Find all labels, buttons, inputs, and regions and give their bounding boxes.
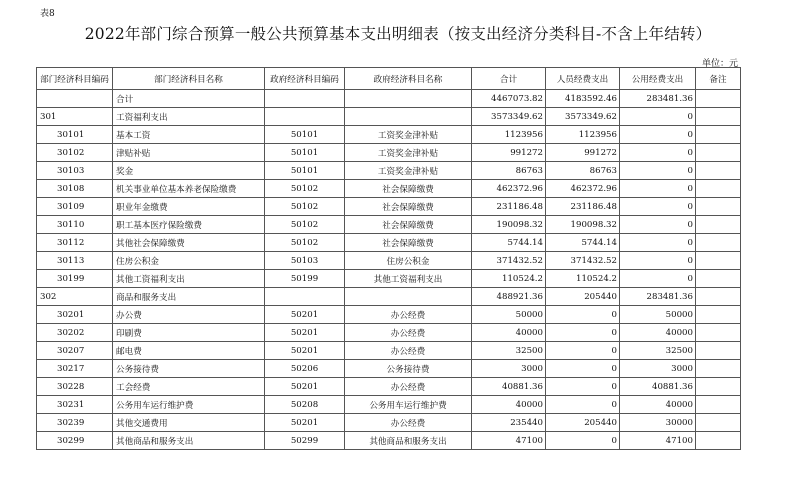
cell-total: 3573349.62	[472, 108, 546, 126]
cell-note	[696, 324, 741, 342]
cell-gov-code: 50201	[265, 306, 345, 324]
cell-dept-code: 30108	[37, 180, 113, 198]
cell-public: 32500	[620, 342, 696, 360]
cell-public: 283481.36	[620, 90, 696, 108]
cell-dept-name: 津贴补贴	[113, 144, 265, 162]
cell-gov-name: 办公经费	[345, 306, 472, 324]
cell-note	[696, 126, 741, 144]
cell-dept-code: 30103	[37, 162, 113, 180]
cell-public: 47100	[620, 432, 696, 450]
cell-note	[696, 306, 741, 324]
cell-gov-name: 住房公积金	[345, 252, 472, 270]
table-row	[37, 324, 741, 342]
cell-total: 231186.48	[472, 198, 546, 216]
table-header-row	[37, 68, 741, 90]
cell-note	[696, 108, 741, 126]
cell-dept-name: 公务接待费	[113, 360, 265, 378]
cell-personnel: 110524.2	[546, 270, 620, 288]
cell-total: 488921.36	[472, 288, 546, 306]
cell-personnel: 0	[546, 378, 620, 396]
cell-personnel: 3573349.62	[546, 108, 620, 126]
cell-dept-name: 基本工资	[113, 126, 265, 144]
cell-public: 40000	[620, 324, 696, 342]
cell-dept-name: 工会经费	[113, 378, 265, 396]
table-row	[37, 270, 741, 288]
cell-gov-name: 办公经费	[345, 324, 472, 342]
cell-gov-code: 50102	[265, 198, 345, 216]
header-dept-code: 部门经济科目编码	[37, 68, 113, 90]
cell-total: 5744.14	[472, 234, 546, 252]
cell-note	[696, 396, 741, 414]
cell-gov-code	[265, 108, 345, 126]
cell-total: 371432.52	[472, 252, 546, 270]
cell-gov-name	[345, 288, 472, 306]
table-row	[37, 108, 741, 126]
cell-public: 0	[620, 216, 696, 234]
cell-public: 0	[620, 144, 696, 162]
page-title: 2022年部门综合预算一般公共预算基本支出明细表（按支出经济分类科目-不含上年结转）	[84, 25, 712, 43]
cell-note	[696, 414, 741, 432]
cell-dept-code: 30299	[37, 432, 113, 450]
cell-dept-name: 公务用车运行维护费	[113, 396, 265, 414]
cell-gov-code: 50101	[265, 162, 345, 180]
table-body	[37, 90, 741, 450]
cell-total: 235440	[472, 414, 546, 432]
header-gov-code: 政府经济科目编码	[265, 68, 345, 90]
cell-gov-name: 社会保障缴费	[345, 198, 472, 216]
cell-personnel: 371432.52	[546, 252, 620, 270]
cell-dept-code: 30207	[37, 342, 113, 360]
cell-dept-code: 30202	[37, 324, 113, 342]
cell-gov-name: 社会保障缴费	[345, 216, 472, 234]
cell-personnel: 0	[546, 306, 620, 324]
cell-note	[696, 360, 741, 378]
cell-total: 32500	[472, 342, 546, 360]
cell-gov-name: 其他工资福利支出	[345, 270, 472, 288]
cell-total: 47100	[472, 432, 546, 450]
cell-gov-name: 其他商品和服务支出	[345, 432, 472, 450]
cell-gov-name: 工资奖金津补贴	[345, 126, 472, 144]
cell-gov-name: 工资奖金津补贴	[345, 162, 472, 180]
cell-public: 0	[620, 252, 696, 270]
cell-personnel: 86763	[546, 162, 620, 180]
cell-dept-code: 30217	[37, 360, 113, 378]
cell-personnel: 190098.32	[546, 216, 620, 234]
cell-public: 0	[620, 270, 696, 288]
cell-public: 0	[620, 162, 696, 180]
cell-dept-name: 职业年金缴费	[113, 198, 265, 216]
table-row	[37, 378, 741, 396]
cell-gov-code	[265, 288, 345, 306]
cell-gov-code: 50102	[265, 234, 345, 252]
cell-note	[696, 198, 741, 216]
table-row	[37, 162, 741, 180]
header-personnel: 人员经费支出	[546, 68, 620, 90]
cell-public: 0	[620, 108, 696, 126]
cell-dept-name: 合计	[113, 90, 265, 108]
cell-gov-code: 50206	[265, 360, 345, 378]
cell-dept-name: 商品和服务支出	[113, 288, 265, 306]
cell-dept-code: 30199	[37, 270, 113, 288]
cell-gov-name: 社会保障缴费	[345, 234, 472, 252]
budget-table	[36, 67, 741, 450]
cell-total: 1123956	[472, 126, 546, 144]
cell-dept-name: 其他工资福利支出	[113, 270, 265, 288]
cell-total: 4467073.82	[472, 90, 546, 108]
cell-gov-code: 50201	[265, 414, 345, 432]
cell-gov-name: 办公经费	[345, 342, 472, 360]
cell-total: 50000	[472, 306, 546, 324]
cell-dept-code: 30231	[37, 396, 113, 414]
cell-note	[696, 180, 741, 198]
cell-public: 0	[620, 198, 696, 216]
cell-dept-name: 办公费	[113, 306, 265, 324]
cell-note	[696, 144, 741, 162]
cell-personnel: 205440	[546, 288, 620, 306]
cell-dept-name: 奖金	[113, 162, 265, 180]
cell-total: 110524.2	[472, 270, 546, 288]
table-row	[37, 216, 741, 234]
cell-note	[696, 162, 741, 180]
cell-public: 50000	[620, 306, 696, 324]
cell-note	[696, 378, 741, 396]
cell-note	[696, 252, 741, 270]
cell-gov-name: 社会保障缴费	[345, 180, 472, 198]
cell-total: 462372.96	[472, 180, 546, 198]
cell-total: 40000	[472, 396, 546, 414]
cell-dept-name: 工资福利支出	[113, 108, 265, 126]
cell-dept-name: 其他交通费用	[113, 414, 265, 432]
cell-note	[696, 234, 741, 252]
cell-personnel: 231186.48	[546, 198, 620, 216]
cell-gov-name: 办公经费	[345, 414, 472, 432]
cell-gov-name: 工资奖金津补贴	[345, 144, 472, 162]
cell-note	[696, 288, 741, 306]
cell-gov-name	[345, 90, 472, 108]
cell-dept-code: 30239	[37, 414, 113, 432]
cell-dept-code: 302	[37, 288, 113, 306]
header-note: 备注	[696, 68, 741, 90]
cell-personnel: 1123956	[546, 126, 620, 144]
cell-dept-name: 住房公积金	[113, 252, 265, 270]
cell-dept-code	[37, 90, 113, 108]
cell-public: 0	[620, 180, 696, 198]
cell-personnel: 0	[546, 396, 620, 414]
cell-gov-code: 50201	[265, 378, 345, 396]
cell-gov-name	[345, 108, 472, 126]
cell-dept-code: 30112	[37, 234, 113, 252]
table-row	[37, 252, 741, 270]
cell-dept-code: 30110	[37, 216, 113, 234]
cell-gov-code: 50101	[265, 144, 345, 162]
cell-personnel: 991272	[546, 144, 620, 162]
cell-dept-name: 其他商品和服务支出	[113, 432, 265, 450]
cell-total: 991272	[472, 144, 546, 162]
cell-gov-code: 50199	[265, 270, 345, 288]
cell-personnel: 0	[546, 432, 620, 450]
cell-dept-name: 职工基本医疗保险缴费	[113, 216, 265, 234]
table-number: 表8	[40, 9, 55, 19]
cell-public: 283481.36	[620, 288, 696, 306]
cell-dept-code: 30101	[37, 126, 113, 144]
cell-dept-name: 其他社会保障缴费	[113, 234, 265, 252]
cell-gov-code: 50201	[265, 342, 345, 360]
cell-personnel: 0	[546, 324, 620, 342]
cell-public: 40000	[620, 396, 696, 414]
cell-dept-code: 30201	[37, 306, 113, 324]
table-row	[37, 360, 741, 378]
unit-label: 单位：元	[701, 59, 738, 69]
cell-note	[696, 432, 741, 450]
cell-dept-code: 30113	[37, 252, 113, 270]
cell-total: 3000	[472, 360, 546, 378]
table-row	[37, 234, 741, 252]
table-row	[37, 342, 741, 360]
cell-public: 30000	[620, 414, 696, 432]
cell-note	[696, 342, 741, 360]
cell-gov-code: 50102	[265, 216, 345, 234]
table-row	[37, 198, 741, 216]
header-gov-name: 政府经济科目名称	[345, 68, 472, 90]
table-row	[37, 180, 741, 198]
cell-gov-code: 50101	[265, 126, 345, 144]
table-row	[37, 306, 741, 324]
cell-total: 40881.36	[472, 378, 546, 396]
table-row	[37, 144, 741, 162]
cell-note	[696, 90, 741, 108]
cell-total: 86763	[472, 162, 546, 180]
cell-total: 40000	[472, 324, 546, 342]
cell-dept-code: 30102	[37, 144, 113, 162]
cell-total: 190098.32	[472, 216, 546, 234]
cell-dept-name: 机关事业单位基本养老保险缴费	[113, 180, 265, 198]
cell-personnel: 0	[546, 342, 620, 360]
cell-dept-name: 邮电费	[113, 342, 265, 360]
cell-dept-code: 30109	[37, 198, 113, 216]
cell-note	[696, 216, 741, 234]
table-row	[37, 396, 741, 414]
table-row	[37, 432, 741, 450]
table-row	[37, 90, 741, 108]
cell-dept-code: 301	[37, 108, 113, 126]
cell-dept-name: 印刷费	[113, 324, 265, 342]
cell-public: 3000	[620, 360, 696, 378]
cell-personnel: 4183592.46	[546, 90, 620, 108]
cell-personnel: 205440	[546, 414, 620, 432]
table-row	[37, 414, 741, 432]
table-row	[37, 126, 741, 144]
header-dept-name: 部门经济科目名称	[113, 68, 265, 90]
cell-note	[696, 270, 741, 288]
cell-dept-code: 30228	[37, 378, 113, 396]
header-total: 合计	[472, 68, 546, 90]
cell-gov-name: 公务接待费	[345, 360, 472, 378]
cell-gov-code: 50208	[265, 396, 345, 414]
cell-gov-code: 50299	[265, 432, 345, 450]
cell-public: 0	[620, 234, 696, 252]
cell-gov-name: 公务用车运行维护费	[345, 396, 472, 414]
cell-gov-code: 50102	[265, 180, 345, 198]
cell-personnel: 5744.14	[546, 234, 620, 252]
cell-public: 40881.36	[620, 378, 696, 396]
cell-gov-name: 办公经费	[345, 378, 472, 396]
cell-personnel: 0	[546, 360, 620, 378]
cell-gov-code: 50201	[265, 324, 345, 342]
cell-gov-code	[265, 90, 345, 108]
header-public: 公用经费支出	[620, 68, 696, 90]
table-row	[37, 288, 741, 306]
cell-gov-code: 50103	[265, 252, 345, 270]
cell-public: 0	[620, 126, 696, 144]
cell-personnel: 462372.96	[546, 180, 620, 198]
